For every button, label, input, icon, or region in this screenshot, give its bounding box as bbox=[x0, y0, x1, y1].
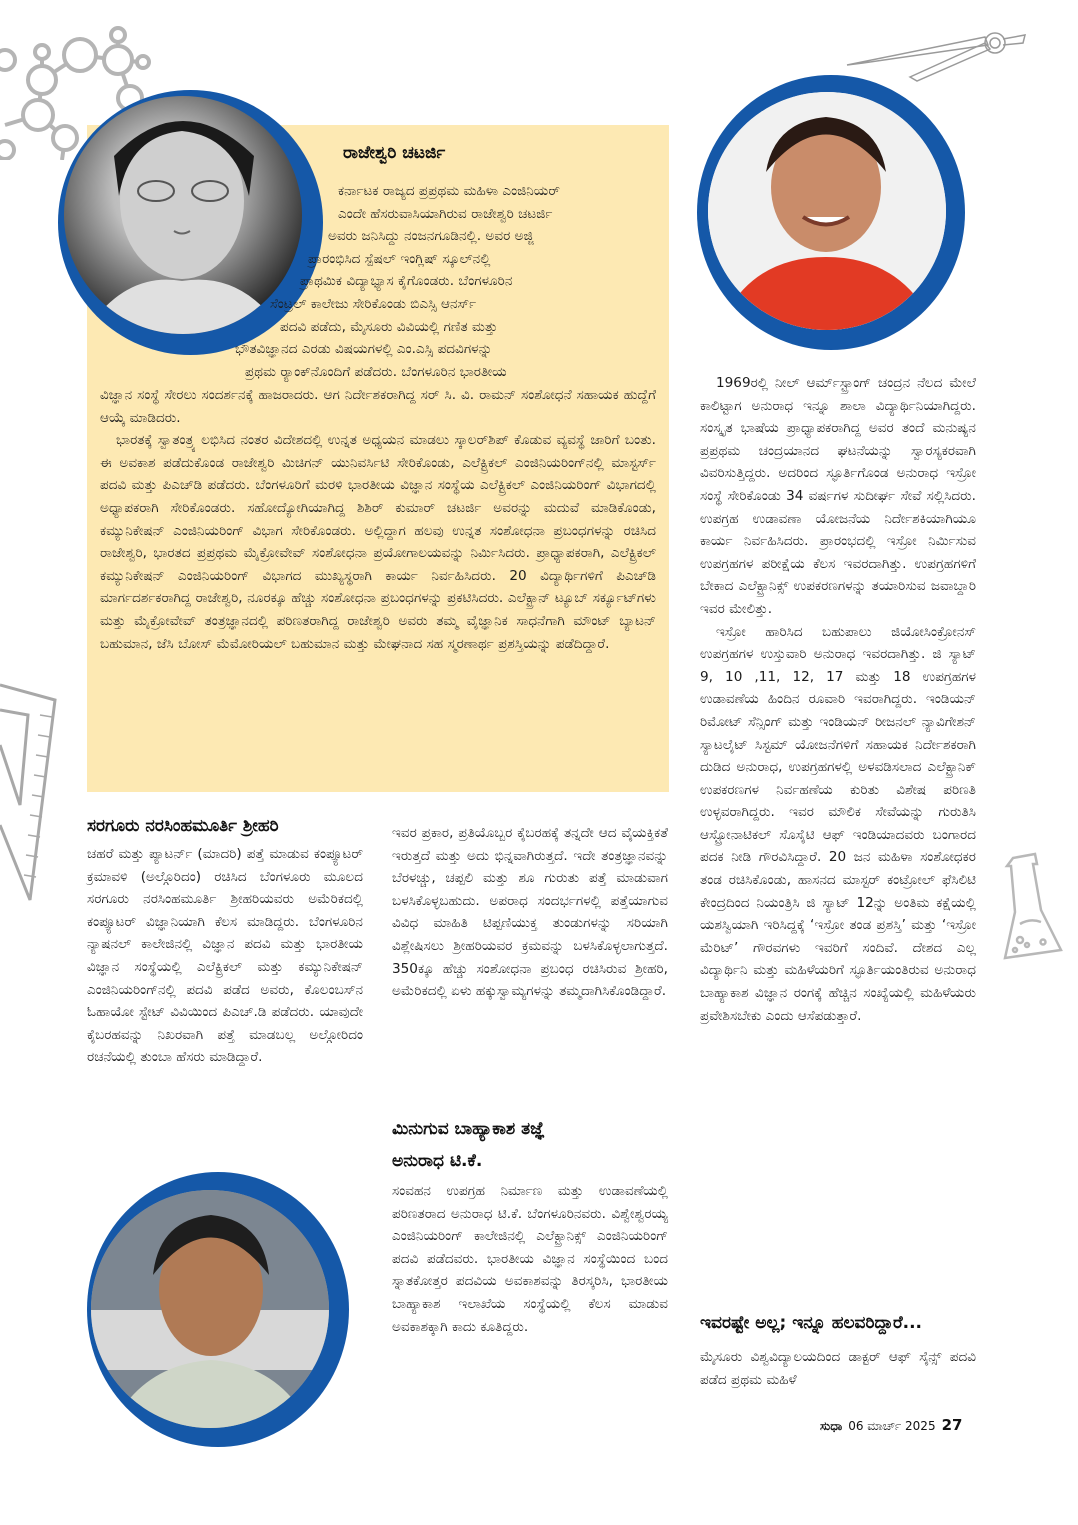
issue-date: 06 ಮಾರ್ಚ್ 2025 bbox=[848, 1419, 936, 1433]
anuradha-paragraph-2: 1969ರಲ್ಲಿ ನೀಲ್ ಆರ್ಮ್‌ಸ್ಟ್ರಾಂಗ್ ಚಂದ್ರನ ನೆಲದ ಮೇಲೆ ಕಾಲಿಟ್ಟಾಗ ಅನುರಾಧ ಇನ್ನೂ ಶಾಲಾ ವಿದ್ಯಾರ್ಥಿನಿಯಾಗಿದ್ದರು. ಸಂಸ್ಕೃತ ಭಾಷೆಯ ಪ್ರಾಧ್ಯಾಪಕರಾಗಿದ್ದ ಅವರ ತಂದೆ ಮನುಷ್ಯನ ಪ್ರಪ್ರಥಮ ಚಂದ್ರಯಾನದ ಘಟನೆಯನ್ನು ಸ್ವಾರಸ್ಯಕರವಾಗಿ ವಿವರಿಸುತ್ತಿದ್ದರು. ಅದರಿಂದ ಸ್ಫೂರ್ತಿಗೊಂಡ ಅನುರಾಧ ಇಸ್ರೋ ಸಂಸ್ಥೆ ಸೇರಿಕೊಂಡು 34 ವರ್ಷಗಳ ಸುದೀರ್ಘ ಸೇವೆ ಸಲ್ಲಿಸಿದರು. ಉಪಗ್ರಹ ಉಡಾವಣಾ ಯೋಜನೆಯ ನಿರ್ದೇಶಕಿಯಾಗಿಯೂ ಕಾರ್ಯ ನಿರ್ವಹಿಸಿದರು. ಪ್ರಾರಂಭದಲ್ಲಿ ಇಸ್ರೋ ನಿರ್ಮಿಸುವ ಉಪಗ್ರಹಗಳ ಪರೀಕ್ಷೆಯ ಕೆಲಸ ಇವರದಾಗಿತ್ತು. ಉಪಗ್ರಹಗಳಿಗೆ ಬೇಕಾದ ಎಲೆಕ್ಟ್ರಾನಿಕ್ಸ್ ಉಪಕರಣಗಳನ್ನು ತಯಾರಿಸುವ ಜವಾಬ್ದಾರಿ ಇವರ ಮೇಲಿತ್ತು. bbox=[700, 375, 976, 617]
rajeshwari-portrait-sketch bbox=[64, 96, 302, 334]
magazine-name: ಸುಧಾ bbox=[820, 1419, 843, 1433]
anuradha-paragraph-1: ಸಂವಹನ ಉಪಗ್ರಹ ನಿರ್ಮಾಣ ಮತ್ತು ಉಡಾವಣೆಯಲ್ಲಿ ಪರಿಣತರಾದ ಅನುರಾಧ ಟಿ.ಕೆ. ಬೆಂಗಳೂರಿನವರು. ವಿಶ್ವೇಶ್ವರಯ್ಯ ಎಂಜಿನಿಯರಿಂಗ್ ಕಾಲೇಜಿನಲ್ಲಿ ಎಲೆಕ್ಟ್ರಾನಿಕ್ಸ್ ಎಂಜಿನಿಯರಿಂಗ್ ಪದವಿ ಪಡೆದವರು. ಭಾರತೀಯ ವಿಜ್ಞಾನ ಸಂಸ್ಥೆಯಿಂದ ಬಂದ ಸ್ನಾತಕೋತ್ತರ ಪದವಿಯ ಅವಕಾಶವನ್ನು ತಿರಸ್ಕರಿಸಿ, ಭಾರತೀಯ ಬಾಹ್ಯಾಕಾಶ ಇಲಾಖೆಯ ಸಂಸ್ಥೆಯಲ್ಲಿ ಕೆಲಸ ಮಾಡುವ ಅವಕಾಶಕ್ಕಾಗಿ ಕಾದು ಕೂತಿದ್ದರು. bbox=[392, 1183, 668, 1335]
anuradha-body-1 bbox=[392, 1180, 668, 1338]
rajeshwari-intro-tail bbox=[100, 384, 656, 655]
rajeshwari-photo bbox=[64, 96, 302, 334]
set-square-illustration bbox=[0, 675, 60, 905]
anuradha-body-2 bbox=[700, 372, 976, 1027]
flask-illustration bbox=[995, 850, 1065, 960]
anuradha-portrait-sketch bbox=[708, 92, 946, 330]
intro-line: ಭೌತವಿಜ್ಞಾನದ ಎರಡು ವಿಷಯಗಳಲ್ಲಿ ಎಂ.ಎಸ್ಸಿ ಪದವಿಗಳನ್ನು bbox=[235, 341, 493, 358]
rajeshwari-intro bbox=[235, 180, 656, 383]
intro-line: ಪ್ರಥಮ ರ್‍ಯಾಂಕ್‌ನೊಂದಿಗೆ ಪಡೆದರು. ಬೆಂಗಳೂರಿನ ಭಾರತೀಯ bbox=[245, 363, 507, 380]
compass-illustration bbox=[845, 25, 1035, 85]
srihari-heading: ಸರಗೂರು ನರಸಿಂಹಮೂರ್ತಿ ಶ್ರೀಹರಿ bbox=[87, 816, 279, 836]
srihari-portrait-sketch bbox=[91, 1190, 329, 1428]
anuradha-photo bbox=[708, 92, 946, 330]
srihari-photo bbox=[91, 1190, 329, 1428]
intro-line: ಅವರು ಜನಿಸಿದ್ದು ನಂಜನಗೂಡಿನಲ್ಲಿ. ಅವರ ಅಜ್ಜಿ bbox=[328, 228, 534, 245]
intro-line: ಪ್ರಾರಂಭಿಸಿದ ಸ್ಪೆಷಲ್ ಇಂಗ್ಲಿಷ್ ಸ್ಕೂಲ್‌ನಲ್ಲಿ bbox=[308, 250, 491, 267]
intro-line: ಪ್ರಾಥಮಿಕ ವಿದ್ಯಾಭ್ಯಾಸ ಕೈಗೊಂಡರು. ಬೆಂಗಳೂರಿನ bbox=[300, 273, 513, 290]
page-footer bbox=[820, 1416, 962, 1434]
intro-line: ಎಂದೇ ಹೆಸರುವಾಸಿಯಾಗಿರುವ ರಾಜೇಶ್ವರಿ ಚಟರ್ಜಿ bbox=[338, 205, 553, 222]
anuradha-paragraph-3: ಇಸ್ರೋ ಹಾರಿಸಿದ ಬಹುಪಾಲು ಜಿಯೋಸಿಂಕ್ರೋನಸ್ ಉಪಗ್ರಹಗಳ ಉಸ್ತುವಾರಿ ಅನುರಾಧ ಇವರದಾಗಿತ್ತು. ಜಿ ಸ್ಯಾಟ್ 9, 10 ,11, 12, 17 ಮತ್ತು 18 ಉಪಗ್ರಹಗಳ ಉಡಾವಣೆಯ ಹಿಂದಿನ ರೂವಾರಿ ಇವರಾಗಿದ್ದರು. ಇಂಡಿಯನ್ ರಿಮೋಟ್ ಸೆನ್ಸಿಂಗ್ ಮತ್ತು ಇಂಡಿಯನ್ ರೀಜನಲ್ ನ್ಯಾವಿಗೇಶನ್ ಸ್ಯಾಟಲೈಟ್ ಸಿಸ್ಟಮ್ ಯೋಜನೆಗಳಿಗೆ ಸಹಾಯಕ ನಿರ್ದೇಶಕರಾಗಿ ದುಡಿದ ಅನುರಾಧ, ಉಪಗ್ರಹಗಳಲ್ಲಿ ಅಳವಡಿಸಲಾದ ಎಲೆಕ್ಟ್ರಾನಿಕ್ ಉಪಕರಣಗಳ ನಿರ್ವಹಣೆಯ ಕುರಿತು ವಿಶೇಷ ಪರಿಣತಿ ಉಳ್ಳವರಾಗಿದ್ದರು. ಇವರ ಮೌಲಿಕ ಸೇವೆಯನ್ನು ಗುರುತಿಸಿ ಆಸ್ಟ್ರೋನಾಟಿಕಲ್ ಸೊಸೈಟಿ ಆಫ್ ಇಂಡಿಯಾದವರು ಬಂಗಾರದ ಪದಕ ನೀಡಿ ಗೌರವಿಸಿದ್ದಾರೆ. 20 ಜನ ಮಹಿಳಾ ಸಂಶೋಧಕರ ತಂಡ ರಚಿಸಿಕೊಂಡು, ಹಾಸನದ ಮಾಸ್ಟರ್ ಕಂಟ್ರೋಲ್ ಫೆಸಿಲಿಟಿ ಕೇಂದ್ರದಿಂದ ನಿಯಂತ್ರಿಸಿ ಜಿ ಸ್ಯಾಟ್ 12ನ್ನು ಅಂತಿಮ ಕಕ್ಷೆಯಲ್ಲಿ ಯಶಸ್ವಿಯಾಗಿ ಇರಿಸಿದ್ದಕ್ಕೆ ‘ಇಸ್ರೋ ತಂಡ ಪ್ರಶಸ್ತಿ’ ಮತ್ತು ‘ಇಸ್ರೋ ಮೆರಿಟ್’ ಗೌರವಗಳು ಇವರಿಗೆ ಸಂದಿವೆ. ದೇಶದ ಎಲ್ಲ ವಿದ್ಯಾರ್ಥಿನಿ ಮತ್ತು ಮಹಿಳೆಯರಿಗೆ ಸ್ಫೂರ್ತಿಯಂತಿರುವ ಅನುರಾಧ ಬಾಹ್ಯಾಕಾಶ ವಿಜ್ಞಾನ ರಂಗಕ್ಕೆ ಹೆಚ್ಚಿನ ಸಂಖ್ಯೆಯಲ್ಲಿ ಮಹಿಳೆಯರು ಪ್ರವೇಶಿಸಬೇಕು ಎಂದು ಆಸೆಪಡುತ್ತಾರೆ. bbox=[700, 623, 976, 1024]
rajeshwari-heading: ರಾಜೇಶ್ವರಿ ಚಟರ್ಜಿ bbox=[343, 143, 446, 163]
rajeshwari-paragraph-2: ಭಾರತಕ್ಕೆ ಸ್ವಾತಂತ್ರ್ಯ ಲಭಿಸಿದ ನಂತರ ವಿದೇಶದಲ್ಲಿ ಉನ್ನತ ಅಧ್ಯಯನ ಮಾಡಲು ಸ್ಕಾಲರ್‌ಶಿಪ್ ಕೊಡುವ ವ್ಯವಸ್ಥೆ ಜಾರಿಗೆ ಬಂತು. ಈ ಅವಕಾಶ ಪಡೆದುಕೊಂಡ ರಾಜೇಶ್ವರಿ ಮಿಚಿಗನ್ ಯುನಿವರ್ಸಿಟಿ ಸೇರಿಕೊಂಡು, ಎಲೆಕ್ಟ್ರಿಕಲ್ ಎಂಜಿನಿಯರಿಂಗ್‌ನಲ್ಲಿ ಮಾಸ್ಟರ್ಸ್ ಪದವಿ ಮತ್ತು ಪಿಎಚ್‌ಡಿ ಪಡೆದರು. ಬೆಂಗಳೂರಿಗೆ ಮರಳಿ ಭಾರತೀಯ ವಿಜ್ಞಾನ ಸಂಸ್ಥೆಯ ಎಲೆಕ್ಟ್ರಿಕಲ್ ಎಂಜಿನಿಯರಿಂಗ್ ವಿಭಾಗದಲ್ಲಿ ಅಧ್ಯಾಪಕರಾಗಿ ಸೇರಿಕೊಂಡರು. ಸಹೋದ್ಯೋಗಿಯಾಗಿದ್ದ ಶಿಶಿರ್ ಕುಮಾರ್ ಚಟರ್ಜಿ ಅವರನ್ನು ಮದುವೆ ಮಾಡಿಕೊಂಡು, ಕಮ್ಯುನಿಕೇಷನ್ ಎಂಜಿನಿಯರಿಂಗ್ ವಿಭಾಗ ಸೇರಿಕೊಂಡರು. ಅಲ್ಲಿದ್ದಾಗ ಹಲವು ಉನ್ನತ ಸಂಶೋಧನಾ ಪ್ರಬಂಧಗಳನ್ನು ರಚಿಸಿದ ರಾಜೇಶ್ವರಿ, ಭಾರತದ ಪ್ರಪ್ರಥಮ ಮೈಕ್ರೋವೇವ್ ಸಂಶೋಧನಾ ಪ್ರಯೋಗಾಲಯವನ್ನು ನಿರ್ಮಿಸಿದರು. ಪ್ರಾಧ್ಯಾಪಕರಾಗಿ, ಎಲೆಕ್ಟ್ರಿಕಲ್ ಕಮ್ಯುನಿಕೇಷನ್ ಎಂಜಿನಿಯರಿಂಗ್ ವಿಭಾಗದ ಮುಖ್ಯಸ್ಥರಾಗಿ ಕಾರ್ಯ ನಿರ್ವಹಿಸಿದರು. 20 ವಿದ್ಯಾರ್ಥಿಗಳಿಗೆ ಪಿಎಚ್‌ಡಿ ಮಾರ್ಗದರ್ಶಕರಾಗಿದ್ದ ರಾಜೇಶ್ವರಿ, ನೂರಕ್ಕೂ ಹೆಚ್ಚು ಸಂಶೋಧನಾ ಪ್ರಬಂಧಗಳನ್ನು ಪ್ರಕಟಿಸಿದರು. ಎಲೆಕ್ಟ್ರಾನ್ ಟ್ಯೂಬ್ ಸರ್ಕ್ಯೂಟ್‌ಗಳು ಮತ್ತು ಮೈಕ್ರೋವೇವ್ ತಂತ್ರಜ್ಞಾನದಲ್ಲಿ ಪರಿಣತರಾಗಿದ್ದ ರಾಜೇಶ್ವರಿ ಅವರು ತಮ್ಮ ವೈಜ್ಞಾನಿಕ ಸಾಧನೆಗಾಗಿ ಮೌಂಟ್ ಬ್ಯಾಟನ್ ಬಹುಮಾನ, ಜೆಸಿ ಬೋಸ್ ಮೆಮೋರಿಯಲ್ ಬಹುಮಾನ ಮತ್ತು ಮೇಘನಾದ ಸಹ ಸ್ಮರಣಾರ್ಥ ಪ್ರಶಸ್ತಿಯನ್ನು ಪಡೆದಿದ್ದಾರೆ. bbox=[100, 432, 656, 652]
srihari-body-2 bbox=[392, 822, 668, 1003]
intro-line: ಕರ್ನಾಟಕ ರಾಜ್ಯದ ಪ್ರಪ್ರಥಮ ಮಹಿಳಾ ಎಂಜಿನಿಯರ್ bbox=[338, 183, 560, 199]
more-women-heading: ಇವರಷ್ಟೇ ಅಲ್ಲ; ಇನ್ನೂ ಹಲವರಿದ್ದಾರೆ... bbox=[700, 1313, 923, 1333]
srihari-body-1 bbox=[87, 843, 363, 1069]
anuradha-heading-line-1: ಮಿನುಗುವ ಬಾಹ್ಯಾಕಾಶ ತಜ್ಞೆ bbox=[392, 1119, 545, 1139]
page-number: 27 bbox=[941, 1416, 963, 1434]
srihari-paragraph-1: ಚಹರೆ ಮತ್ತು ಪ್ಯಾಟರ್ನ್ (ಮಾದರಿ) ಪತ್ತೆ ಮಾಡುವ ಕಂಪ್ಯೂಟರ್ ಕ್ರಮಾವಳಿ (ಅಲ್ಗೊರಿದಂ) ರಚಿಸಿದ ಬೆಂಗಳೂರು ಮೂಲದ ಸರಗೂರು ನರಸಿಂಹಮೂರ್ತಿ ಶ್ರೀಹರಿಯವರು ಅಮೆರಿಕದಲ್ಲಿ ಕಂಪ್ಯೂಟರ್ ವಿಜ್ಞಾನಿಯಾಗಿ ಕೆಲಸ ಮಾಡಿದ್ದರು. ಬೆಂಗಳೂರಿನ ನ್ಯಾಷನಲ್ ಕಾಲೇಜಿನಲ್ಲಿ ವಿಜ್ಞಾನ ಪದವಿ ಮತ್ತು ಭಾರತೀಯ ವಿಜ್ಞಾನ ಸಂಸ್ಥೆಯಲ್ಲಿ ಎಲೆಕ್ಟ್ರಿಕಲ್ ಮತ್ತು ಕಮ್ಯುನಿಕೇಷನ್ ಎಂಜಿನಿಯರಿಂಗ್‌ನಲ್ಲಿ ಪದವಿ ಪಡೆದ ಅವರು, ಕೊಲಂಬಸ್‌ನ ಓಹಾಯೋ ಸ್ಟೇಟ್ ವಿವಿಯಿಂದ ಪಿಎಚ್.ಡಿ ಪಡೆದರು. ಯಾವುದೇ ಕೈಬರಹವನ್ನು ನಿಖರವಾಗಿ ಪತ್ತೆ ಮಾಡಬಲ್ಲ ಅಲ್ಗೋರಿದಂ ರಚನೆಯಲ್ಲಿ ತುಂಬಾ ಹೆಸರು ಮಾಡಿದ್ದಾರೆ. bbox=[87, 846, 363, 1066]
anuradha-heading-line-2: ಅನುರಾಧ ಟಿ.ಕೆ. bbox=[392, 1151, 483, 1171]
intro-line: ಪದವಿ ಪಡೆದು, ಮೈಸೂರು ವಿವಿಯಲ್ಲಿ ಗಣಿತ ಮತ್ತು bbox=[280, 318, 498, 335]
intro-tail-paragraph: ವಿಜ್ಞಾನ ಸಂಸ್ಥೆ ಸೇರಲು ಸಂದರ್ಶನಕ್ಕೆ ಹಾಜರಾದರು. ಆಗ ನಿರ್ದೇಶಕರಾಗಿದ್ದ ಸರ್ ಸಿ. ವಿ. ರಾಮನ್ ಸಂಶೋಧನೆ ಸಹಾಯಕ ಹುದ್ದೆಗೆ ಆಯ್ಕೆ ಮಾಡಿದರು. bbox=[100, 387, 656, 426]
more-women-paragraph: ಮೈಸೂರು ವಿಶ್ವವಿದ್ಯಾಲಯದಿಂದ ಡಾಕ್ಟರ್ ಆಫ್ ಸೈನ್ಸ್ ಪದವಿ ಪಡೆದ ಪ್ರಥಮ ಮಹಿಳೆ bbox=[700, 1349, 976, 1388]
srihari-paragraph-2: ಇವರ ಪ್ರಕಾರ, ಪ್ರತಿಯೊಬ್ಬರ ಕೈಬರಹಕ್ಕೆ ತನ್ನದೇ ಆದ ವೈಯಕ್ತಿಕತೆ ಇರುತ್ತದೆ ಮತ್ತು ಅದು ಭಿನ್ನವಾಗಿರುತ್ತದೆ. ಇದೇ ತಂತ್ರಜ್ಞಾನವನ್ನು ಬೆರಳಚ್ಚು, ಚಪ್ಪಲಿ ಮತ್ತು ಶೂ ಗುರುತು ಪತ್ತೆ ಮಾಡುವಾಗ ಬಳಸಿಕೊಳ್ಳಬಹುದು. ಅಪರಾಧ ಸಂದರ್ಭಗಳಲ್ಲಿ ಪತ್ತೆಯಾಗುವ ವಿವಿಧ ಮಾಹಿತಿ ಟಿಪ್ಪಣಿಯುಕ್ತ ತುಂಡುಗಳನ್ನು ಸರಿಯಾಗಿ ವಿಶ್ಲೇಷಿಸಲು ಶ್ರೀಹರಿಯವರ ಕ್ರಮವನ್ನು ಬಳಸಿಕೊಳ್ಳಲಾಗುತ್ತದೆ. 350ಕ್ಕೂ ಹೆಚ್ಚು ಸಂಶೋಧನಾ ಪ್ರಬಂಧ ರಚಿಸಿರುವ ಶ್ರೀಹರಿ, ಅಮೆರಿಕದಲ್ಲಿ ಏಳು ಹಕ್ಕುಸ್ವಾಮ್ಯಗಳನ್ನು ತಮ್ಮದಾಗಿಸಿಕೊಂಡಿದ್ದಾರೆ. bbox=[392, 825, 668, 1000]
more-women-body bbox=[700, 1346, 976, 1391]
intro-line: ಸೆಂಟ್ರಲ್ ಕಾಲೇಜು ಸೇರಿಕೊಂಡು ಬಿಎಸ್ಸಿ ಆನರ್ಸ್ bbox=[270, 295, 477, 312]
